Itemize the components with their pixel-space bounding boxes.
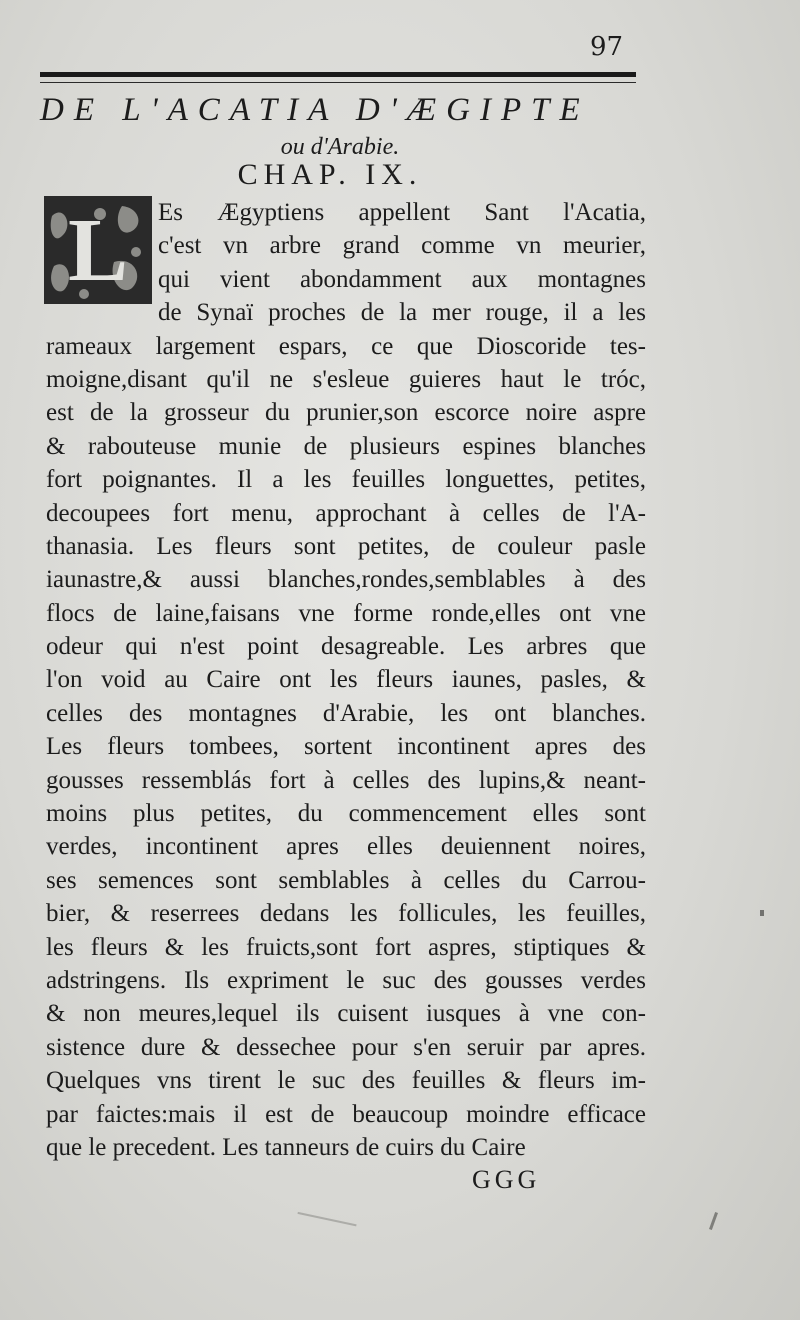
text-line: celles des montagnes d'Arabie, les ont blanches. [46,699,646,727]
text-line: & non meures,lequel ils cuisent iusques à vne con- [46,1000,646,1028]
text-line: les fleurs & les fruicts,sont fort aspres, stiptiques & [46,933,646,961]
text-line: verdes, incontinent apres elles deuiennent noires, [46,833,646,861]
text-line: est de la grosseur du prunier,son escorce noire aspre [46,399,646,427]
paper-blemish [295,1212,356,1236]
text-line: ses semences sont semblables à celles du Carrou- [46,866,646,894]
signature-mark: GGG [472,1165,541,1194]
chapter-heading: DE L'ACATIA D'ÆGIPTE [40,92,590,128]
body-text [46,196,646,1164]
chapter-subheading: ou d'Arabie. [280,134,400,160]
text-line: moigne,disant qu'il ne s'esleue guieres haut le tróc, [46,365,646,393]
text-line: Es Ægyptiens appellent Sant l'Acatia, [158,199,646,226]
text-line: rameaux largement espars, ce que Dioscoride tes- [46,332,646,360]
drop-cap-letter: L [67,201,129,300]
text-line: qui vient abondamment aux montagnes [158,265,646,293]
header-rule-thin [40,82,636,83]
text-line: de Synaï proches de la mer rouge, il a les [158,299,646,327]
text-line: Les fleurs tombees, sortent incontinent apres des [46,733,646,761]
text-line: thanasia. Les fleurs sont petites, de couleur pasle [46,532,646,560]
paper-blemish [709,1212,718,1230]
header-rule [40,72,636,77]
text-line: odeur qui n'est point desagreable. Les arbres que [46,633,646,661]
text-line: decoupees fort menu, approchant à celles de l'A- [46,499,646,527]
text-line: adstringens. Ils expriment le suc des gousses verdes [46,966,646,994]
text-line: fort poignantes. Il a les feuilles longuettes, petites, [46,466,646,494]
text-line: sistence dure & dessechee pour s'en seruir par apres. [46,1033,646,1061]
text-line: Quelques vns tirent le suc des feuilles & fleurs im- [46,1067,646,1095]
text-line: & rabouteuse munie de plusieurs espines blanches [46,432,646,460]
text-line: que le precedent. Les tanneurs de cuirs du Caire [46,1133,526,1161]
text-line: flocs de laine,faisans vne forme ronde,elles ont vne [46,599,646,627]
text-line: par faictes:mais il est de beaucoup moindre efficace [46,1100,646,1128]
paper-blemish [760,910,764,916]
page-number: 97 [590,32,624,62]
text-line: iaunastre,& aussi blanches,rondes,semblables à des [46,566,646,594]
text-line: l'on void au Caire ont les fleurs iaunes, pasles, & [46,666,646,694]
text-line: c'est vn arbre grand comme vn meurier, [158,232,646,260]
text-line: moins plus petites, du commencement elles sont [46,800,646,828]
text-line: bier, & reserrees dedans les follicules, les feuilles, [46,900,646,928]
chapter-number: CHAP. IX. [237,158,423,191]
text-line: gousses ressemblás fort à celles des lupins,& neant- [46,766,646,794]
